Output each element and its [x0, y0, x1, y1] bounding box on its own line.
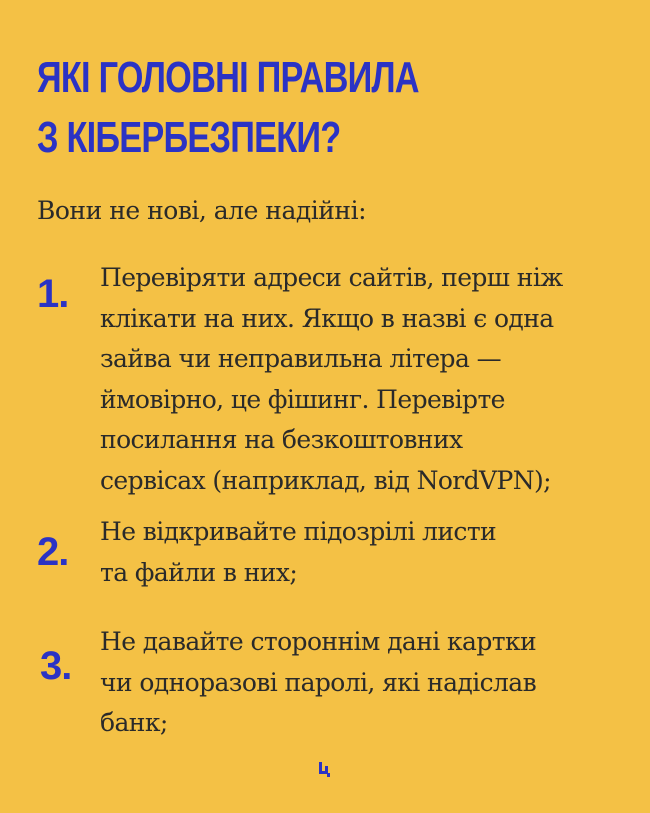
- list-item-line: ймовірно, це фішинг. Перевірте: [100, 384, 505, 414]
- list-item-line: Перевіряти адреси сайтів, перш ніж: [100, 263, 563, 292]
- list-item-line: Не відкривайте підозрілі листи: [100, 517, 497, 546]
- list-item-text: [100, 512, 630, 593]
- list-item-line: сервісах (наприклад, від NordVPN);: [100, 465, 551, 495]
- list-item-line: клікати на них. Якщо в назві є одна: [100, 303, 554, 333]
- page-title: [37, 48, 419, 168]
- page-title-line-1: ЯКІ ГОЛОВНІ ПРАВИЛА: [37, 53, 419, 102]
- list-item-number: 1.: [37, 272, 69, 316]
- list-item-line: банк;: [100, 708, 168, 737]
- list-item-line: посилання на безкоштовних: [100, 425, 463, 454]
- brand-logo-icon: [318, 762, 332, 778]
- list-item-line: чи одноразові паролі, які надіслав: [100, 667, 537, 697]
- page-title-line-2: З КІБЕРБЕЗПЕКИ?: [37, 113, 341, 162]
- list-item-line: Не давайте стороннім дані картки: [100, 627, 537, 656]
- list-item-line: та файли в них;: [100, 557, 298, 587]
- list-item-line: зайва чи неправильна літера —: [100, 344, 501, 373]
- list-item-number: 2.: [37, 530, 69, 574]
- list-item-number: 3.: [40, 644, 72, 688]
- intro-text: Вони не нові, але надійні:: [37, 196, 367, 225]
- list-item-text: [100, 258, 630, 501]
- list-item-text: [100, 622, 630, 744]
